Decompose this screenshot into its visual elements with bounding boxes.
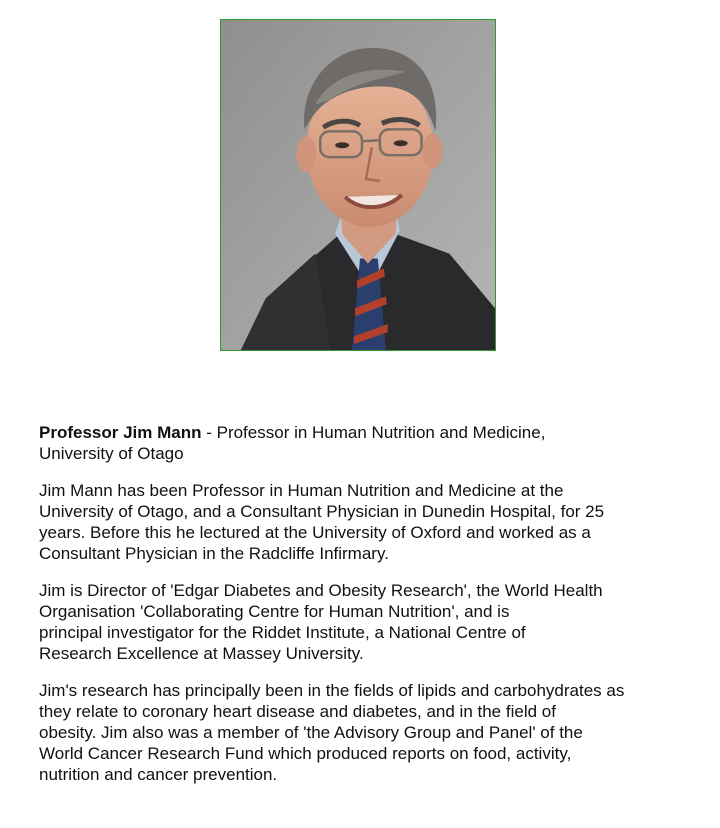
person-title: - Professor in Human Nutrition and Medicine, University of Otago — [39, 423, 546, 463]
bio-text — [39, 422, 699, 801]
bio-heading — [39, 422, 699, 464]
portrait-photo — [220, 19, 496, 351]
bio-paragraph-research: Jim's research has principally been in the fields of lipids and carbohydrates as they relate to coronary heart disease and diabetes, and in the field of obesity. Jim also was a member of 'the Advisory Group and Panel' of the World Cancer Research Fund which produced reports on food, activity, nutrition and cancer prevention. — [39, 681, 625, 784]
bio-paragraph-career: Jim Mann has been Professor in Human Nutrition and Medicine at the University of Otago, and a Consultant Physician in Dunedin Hospital, for 25 years. Before this he lectured at the University of Oxford and worked as a Consultant Physician in the Radcliffe Infirmary. — [39, 481, 605, 563]
person-portrait-icon — [221, 20, 495, 350]
bio-paragraph-roles: Jim is Director of 'Edgar Diabetes and Obesity Research', the World Health Organisation 'Collaborating Centre for Human Nutrition', and is principal investigator for the Riddet Institute, a National Centre of Research Excellence at Massey University. — [39, 581, 603, 663]
person-name: Professor Jim Mann — [39, 423, 202, 442]
